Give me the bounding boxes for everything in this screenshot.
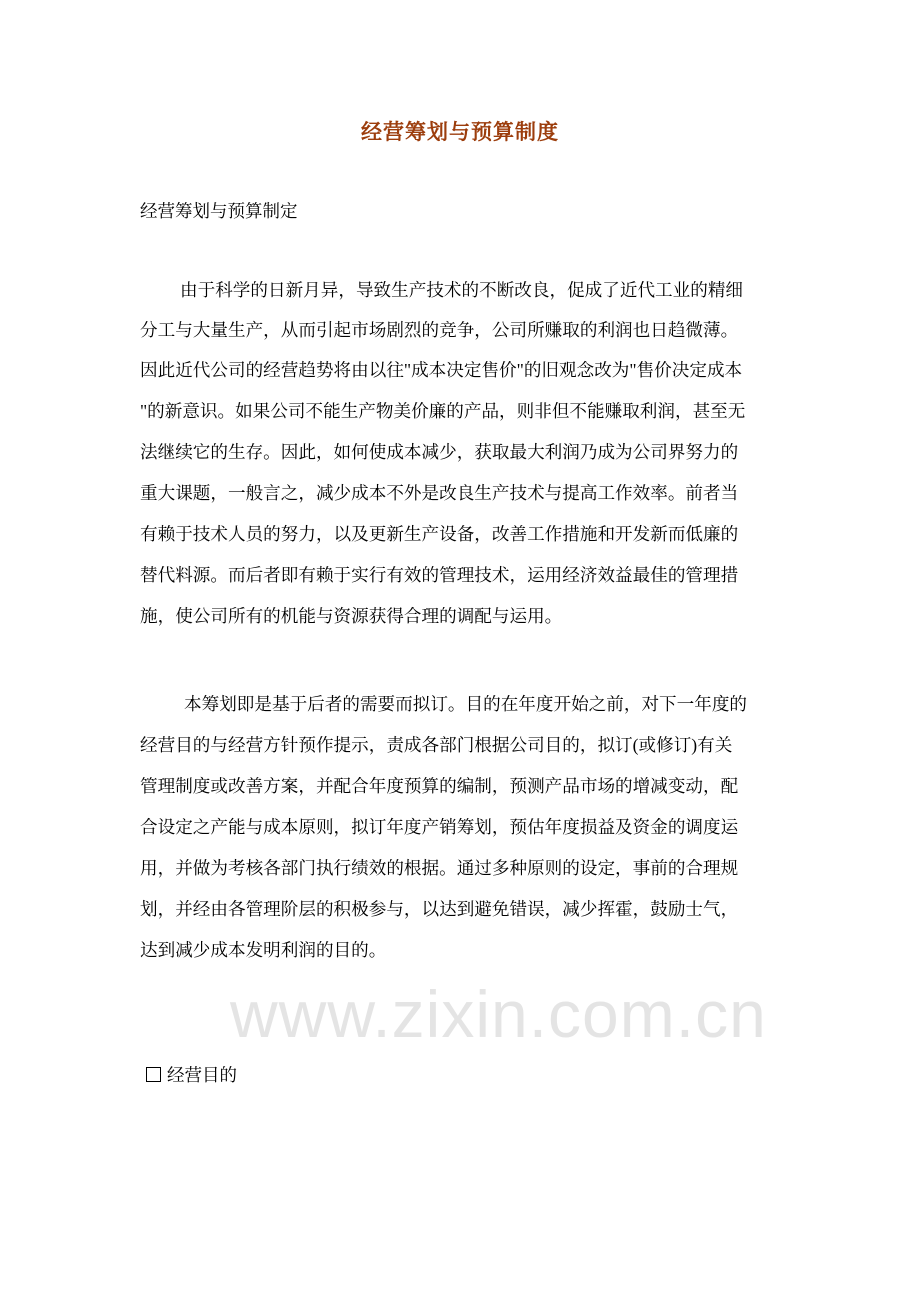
paragraph-line: 本筹划即是基于后者的需要而拟订。目的在年度开始之前，对下一年度的 bbox=[184, 694, 748, 714]
paragraph-line: 达到减少成本发明利润的目的。 bbox=[140, 940, 387, 960]
paragraph-line: 划，并经由各管理阶层的积极参与，以达到避免错误，减少挥霍，鼓励士气， bbox=[140, 899, 739, 919]
paragraph-line: "的新意识。如果公司不能生产物美价廉的产品，则非但不能赚取利润，甚至无 bbox=[140, 401, 746, 421]
section-heading bbox=[146, 1063, 237, 1087]
paragraph-line: 分工与大量生产，从而引起市场剧烈的竞争，公司所赚取的利润也日趋微薄。 bbox=[140, 320, 739, 340]
document-title: 经营筹划与预算制度 bbox=[361, 120, 559, 144]
paragraph-line: 管理制度或改善方案，并配合年度预算的编制，预测产品市场的增减变动，配 bbox=[140, 776, 739, 796]
section-heading-text: 经营目的 bbox=[167, 1065, 237, 1085]
paragraph-line: 法继续它的生存。因此，如何使成本减少，获取最大利润乃成为公司界努力的 bbox=[140, 442, 739, 462]
paragraph-line: 有赖于技术人员的努力，以及更新生产设备，改善工作措施和开发新而低廉的 bbox=[140, 524, 739, 544]
paragraph-line: 由于科学的日新月异，导致生产技术的不断改良，促成了近代工业的精细 bbox=[180, 280, 744, 300]
document-subtitle: 经营筹划与预算制定 bbox=[140, 201, 298, 221]
paragraph-line: 施，使公司所有的机能与资源获得合理的调配与运用。 bbox=[140, 606, 563, 626]
paragraph-line: 因此近代公司的经营趋势将由以往"成本决定售价"的旧观念改为"售价决定成本 bbox=[140, 360, 743, 380]
paragraph-line: 替代料源。而后者即有赖于实行有效的管理技术，运用经济效益最佳的管理措 bbox=[140, 565, 739, 585]
paragraph-line: 经营目的与经营方针预作提示，责成各部门根据公司目的，拟订(或修订)有关 bbox=[140, 735, 733, 755]
watermark: www.zixin.com.cn bbox=[230, 977, 767, 1051]
paragraph-line: 重大课题，一般言之，减少成本不外是改良生产技术与提高工作效率。前者当 bbox=[140, 483, 739, 503]
paragraph-line: 合设定之产能与成本原则，拟订年度产销筹划，预估年度损益及资金的调度运 bbox=[140, 817, 739, 837]
paragraph-line: 用，并做为考核各部门执行绩效的根据。通过多种原则的设定，事前的合理规 bbox=[140, 858, 739, 878]
checkbox-square-icon bbox=[146, 1067, 161, 1082]
